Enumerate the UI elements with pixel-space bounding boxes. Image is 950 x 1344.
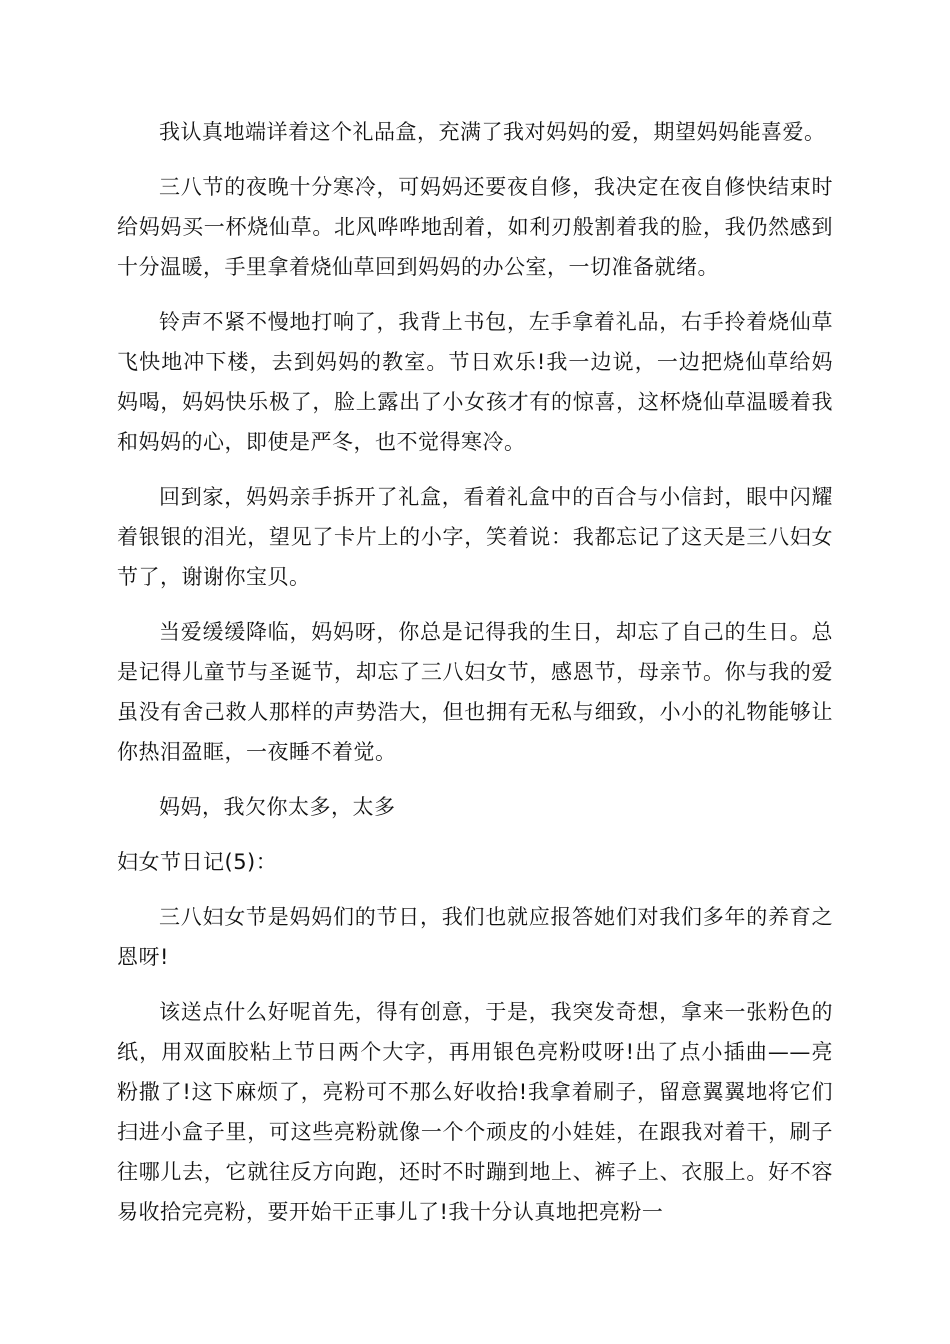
paragraph: 回到家，妈妈亲手拆开了礼盒，看着礼盒中的百合与小信封，眼中闪耀着银银的泪光，望见了卡片上的小字，笑着说：我都忘记了这天是三八妇女节了，谢谢你宝贝。: [117, 485, 833, 589]
section-heading: 妇女节日记(5)：: [117, 850, 278, 874]
paragraph: 三八妇女节是妈妈们的节日，我们也就应报答她们对我们多年的养育之恩呀!: [117, 905, 833, 969]
paragraph: 铃声不紧不慢地打响了，我背上书包，左手拿着礼品，右手拎着烧仙草飞快地冲下楼，去到妈妈的教室。节日欢乐!我一边说，一边把烧仙草给妈妈喝，妈妈快乐极了，脸上露出了小女孩才有的惊喜，这杯烧仙草温暖着我和妈妈的心，即使是严冬，也不觉得寒冷。: [117, 310, 833, 454]
document-body: [117, 112, 833, 1247]
paragraph: 我认真地端详着这个礼品盒，充满了我对妈妈的爱，期望妈妈能喜爱。: [159, 120, 826, 144]
paragraph: 该送点什么好呢首先，得有创意，于是，我突发奇想，拿来一张粉色的纸，用双面胶粘上节日两个大字，再用银色亮粉哎呀!出了点小插曲——亮粉撒了!这下麻烦了，亮粉可不那么好收拾!我拿着刷子，留意翼翼地将它们扫进小盒子里，可这些亮粉就像一个个顽皮的小娃娃，在跟我对着干，刷子往哪儿去，它就往反方向跑，还时不时蹦到地上、裤子上、衣服上。好不容易收拾完亮粉，要开始干正事儿了!我十分认真地把亮粉一: [117, 1000, 833, 1224]
paragraph: 妈妈，我欠你太多，太多: [159, 795, 396, 819]
paragraph: 当爱缓缓降临，妈妈呀，你总是记得我的生日，却忘了自己的生日。总是记得儿童节与圣诞节，却忘了三八妇女节，感恩节，母亲节。你与我的爱虽没有舍己救人那样的声势浩大，但也拥有无私与细致，小小的礼物能够让你热泪盈眶，一夜睡不着觉。: [117, 620, 833, 764]
paragraph: 三八节的夜晚十分寒冷，可妈妈还要夜自修，我决定在夜自修快结束时给妈妈买一杯烧仙草。北风哗哗地刮着，如利刃般割着我的脸，我仍然感到十分温暖，手里拿着烧仙草回到妈妈的办公室，一切准备就绪。: [117, 175, 833, 279]
